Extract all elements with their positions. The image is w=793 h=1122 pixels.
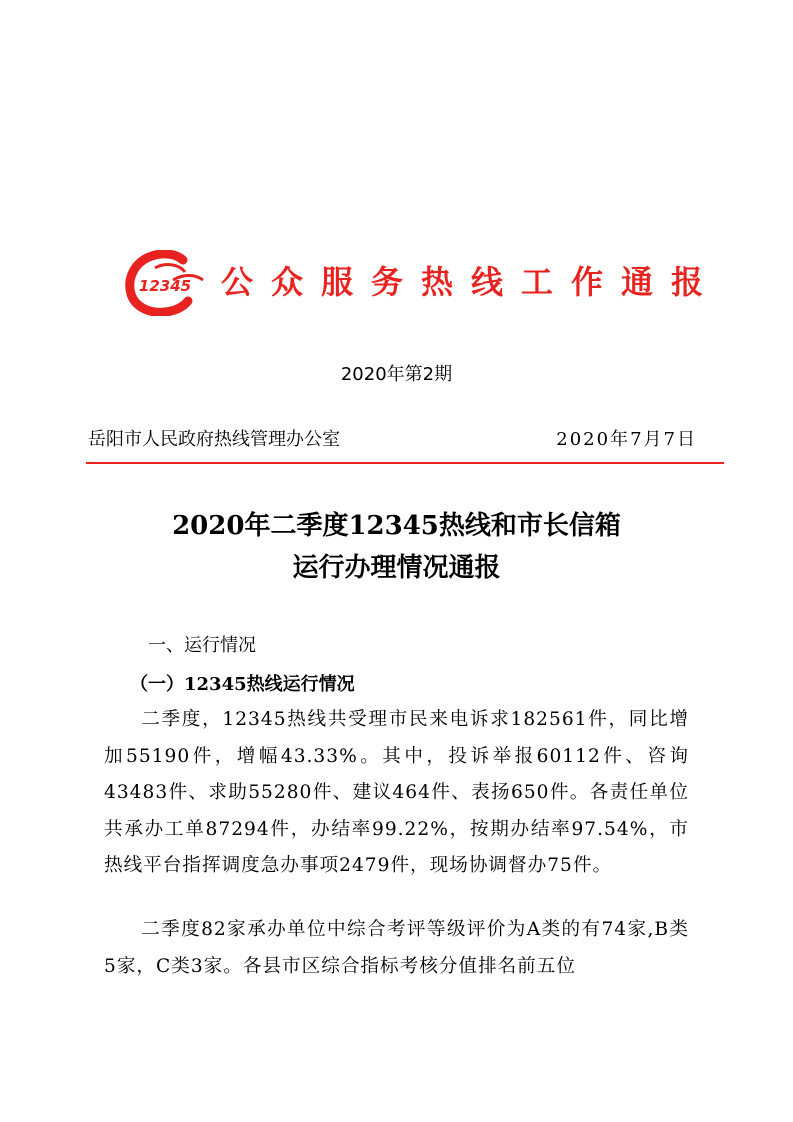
issue-date: 2020年7月7日 — [556, 429, 697, 450]
subsection-heading: （一）12345热线运行情况 — [130, 674, 355, 695]
body-paragraph: 二季度，12345热线共受理市民来电诉求182561件，同比增加55190件，增幅43.33%。其中，投诉举报60112件、咨询43483件、求助55280件、建议464件、表扬650件。各责任单位共承办工单87294件，办结率99.22%，按期办结率97.54%，市热线平台指挥调度急办事项2479件，现场协调督办75件。 — [104, 709, 689, 876]
header-divider — [86, 462, 724, 464]
hotline-logo-icon — [125, 250, 207, 316]
title-line-2: 运行办理情况通报 — [292, 553, 501, 583]
issuing-office: 岳阳市人民政府热线管理办公室 — [88, 429, 340, 450]
issue-number: 2020年第2期 — [340, 364, 453, 385]
section-heading: 一、运行情况 — [148, 635, 256, 656]
body-paragraph: 二季度82家承办单位中综合考评等级评价为A类的有74家,B类5家，C类3家。各县市区综合指标考核分值排名前五位 — [104, 919, 689, 977]
document-title — [0, 505, 793, 589]
masthead-title: 公众服务热线工作通报 — [221, 263, 722, 301]
masthead — [125, 250, 722, 320]
logo-text: 12345 — [138, 277, 192, 295]
title-line-1: 2020年二季度12345热线和市长信箱 — [172, 511, 621, 541]
